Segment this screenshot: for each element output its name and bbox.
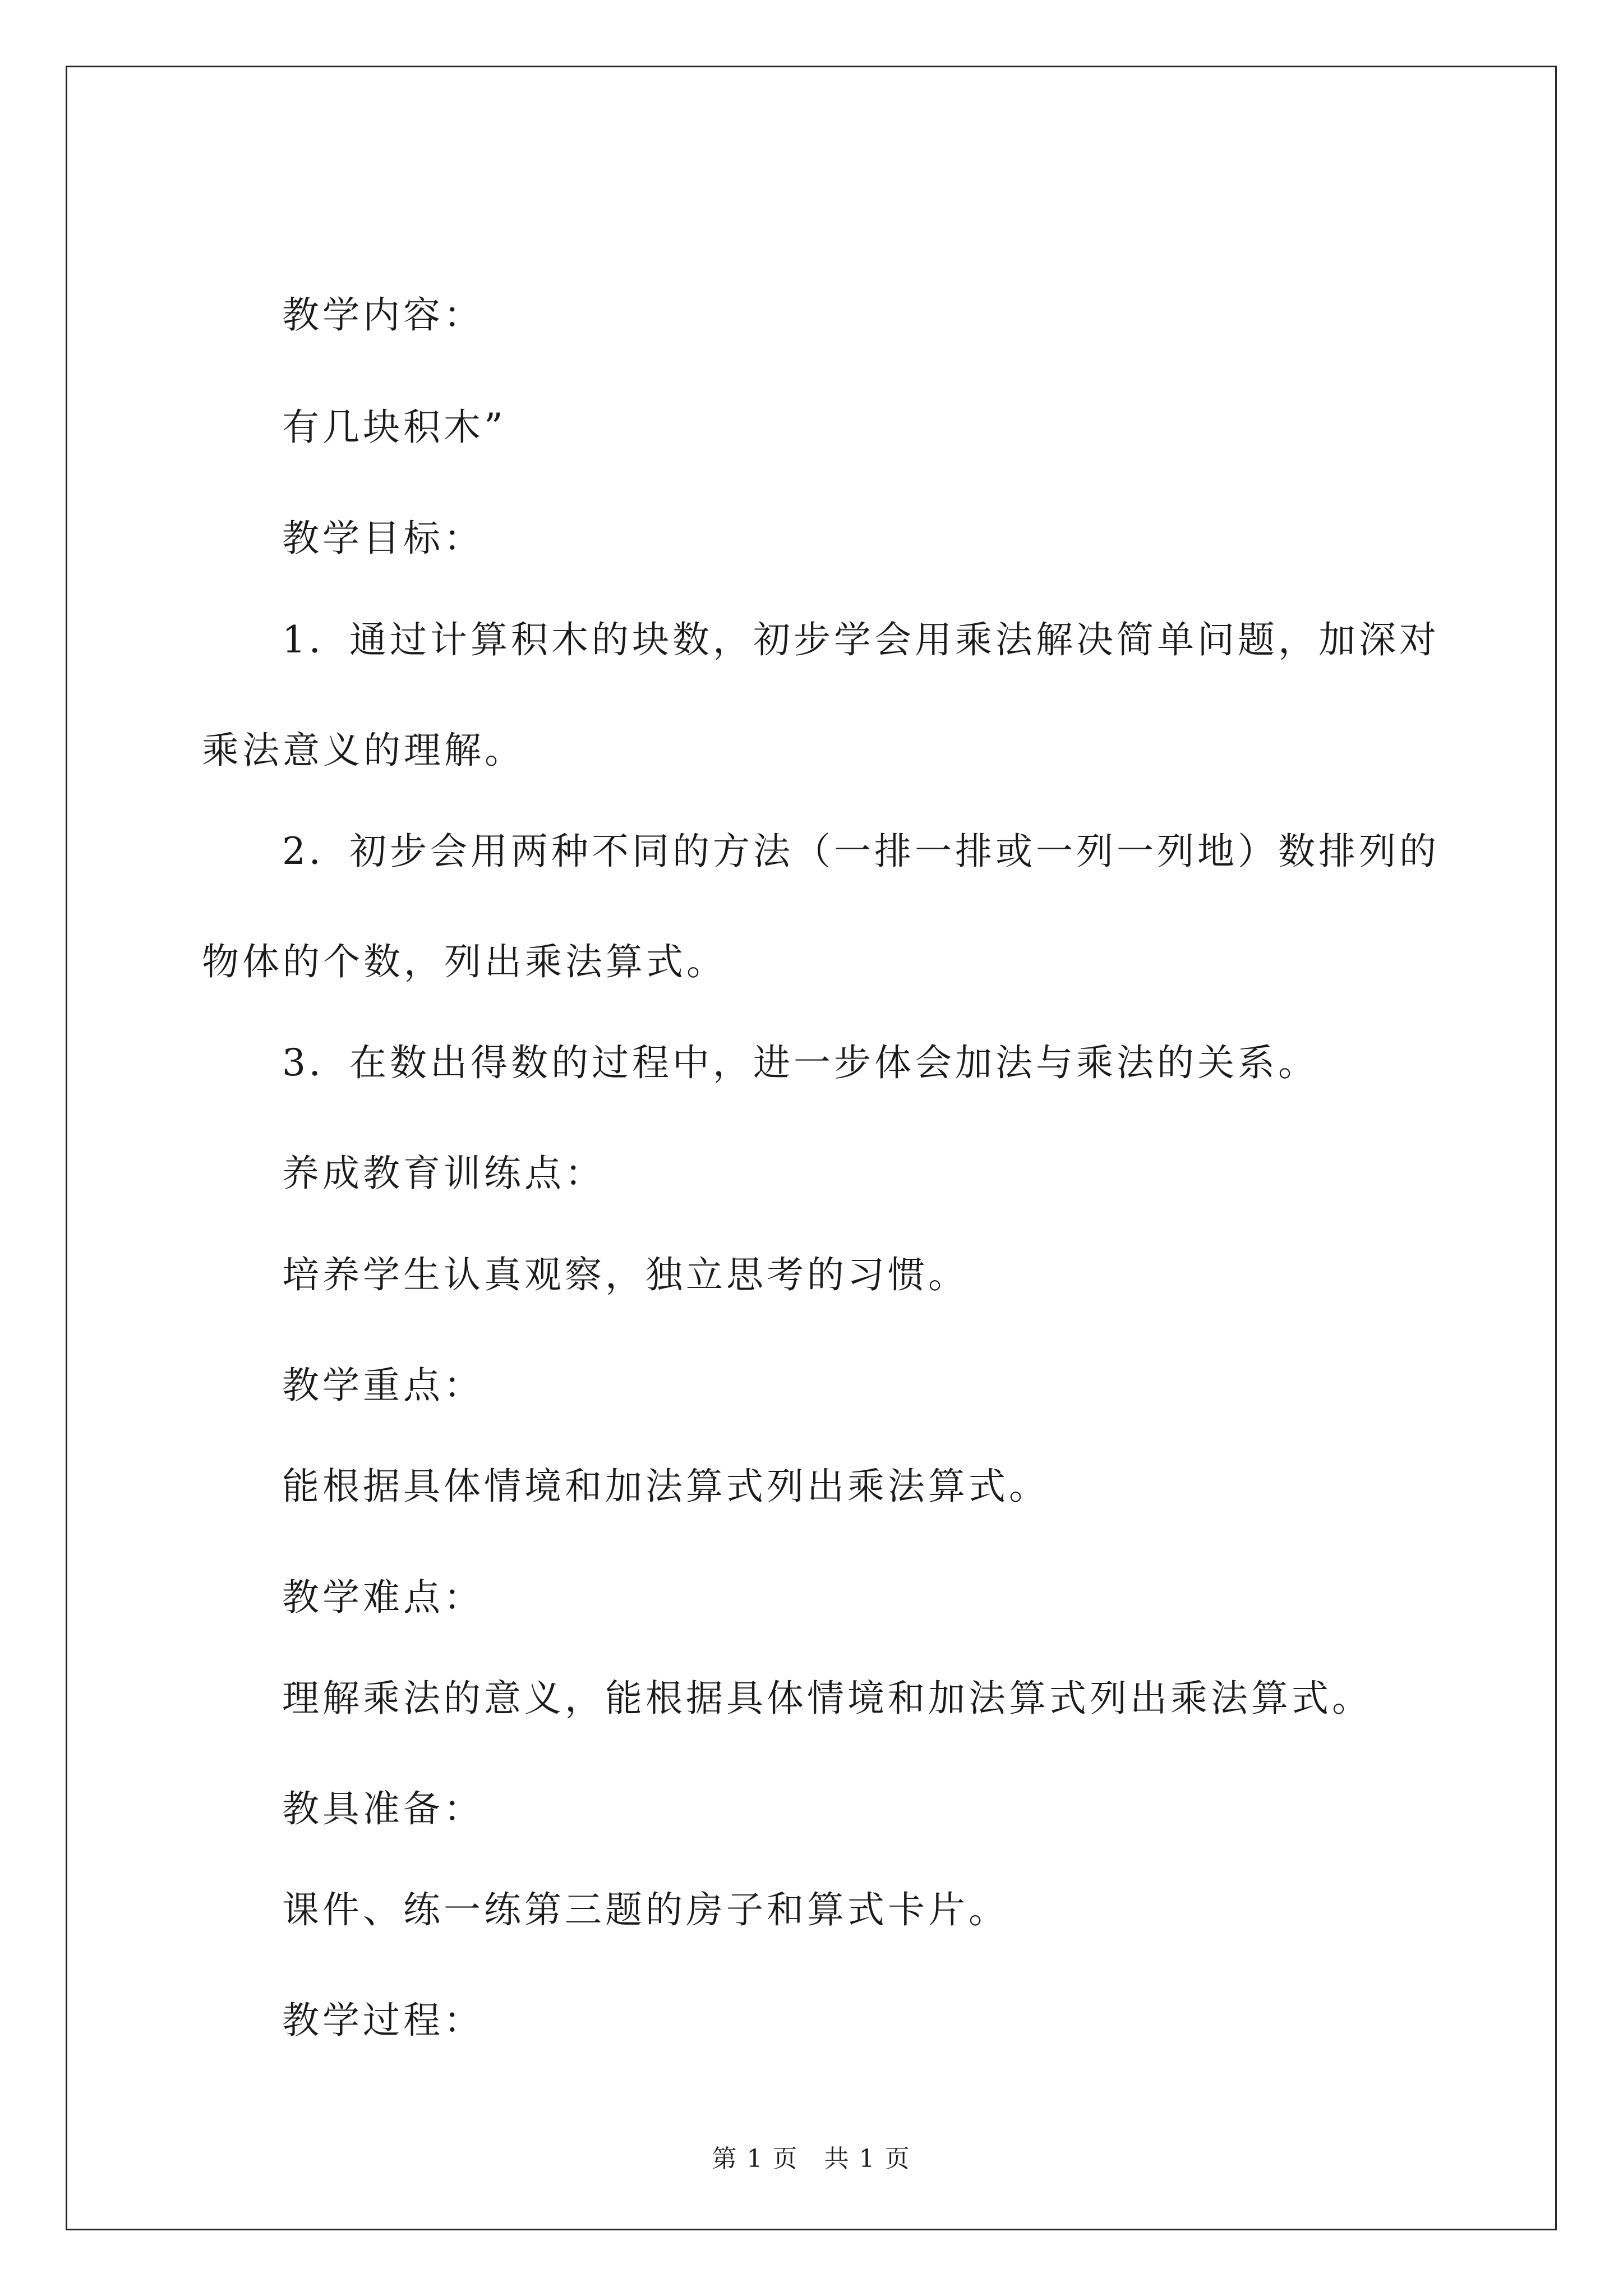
page-footer: 第 1 页 共 1 页 [712,2145,911,2173]
goal-3: 3．在数出得数的过程中，进一步体会加法与乘法的关系。 [282,1041,1318,1084]
document-body [67,67,1555,2229]
heading-materials: 教具准备： [282,1787,484,1830]
habit-training-text: 培养学生认真观察，独立思考的习惯。 [282,1253,969,1296]
key-points-text: 能根据具体情境和加法算式列出乘法算式。 [282,1465,1049,1508]
goal-2-line-2: 物体的个数，列出乘法算式。 [202,940,727,983]
goal-1-line-2: 乘法意义的理解。 [202,729,525,772]
goal-1-line-1: 1．通过计算积木的块数，初步学会用乘法解决简单问题，加深对 [282,618,1440,661]
heading-teaching-goals: 教学目标： [282,517,484,560]
materials-text: 课件、练一练第三题的房子和算式卡片。 [282,1888,1009,1931]
page-border [66,66,1557,2230]
difficulties-text: 理解乘法的意义，能根据具体情境和加法算式列出乘法算式。 [282,1677,1372,1720]
goal-2-line-1: 2．初步会用两种不同的方法（一排一排或一列一列地）数排列的 [282,830,1440,873]
lesson-title: 有几块积木” [282,406,506,449]
heading-teaching-process: 教学过程： [282,1999,484,2042]
heading-difficulties: 教学难点： [282,1576,484,1619]
heading-teaching-content: 教学内容： [282,293,484,337]
heading-key-points: 教学重点： [282,1364,484,1407]
heading-habit-training: 养成教育训练点： [282,1152,605,1195]
